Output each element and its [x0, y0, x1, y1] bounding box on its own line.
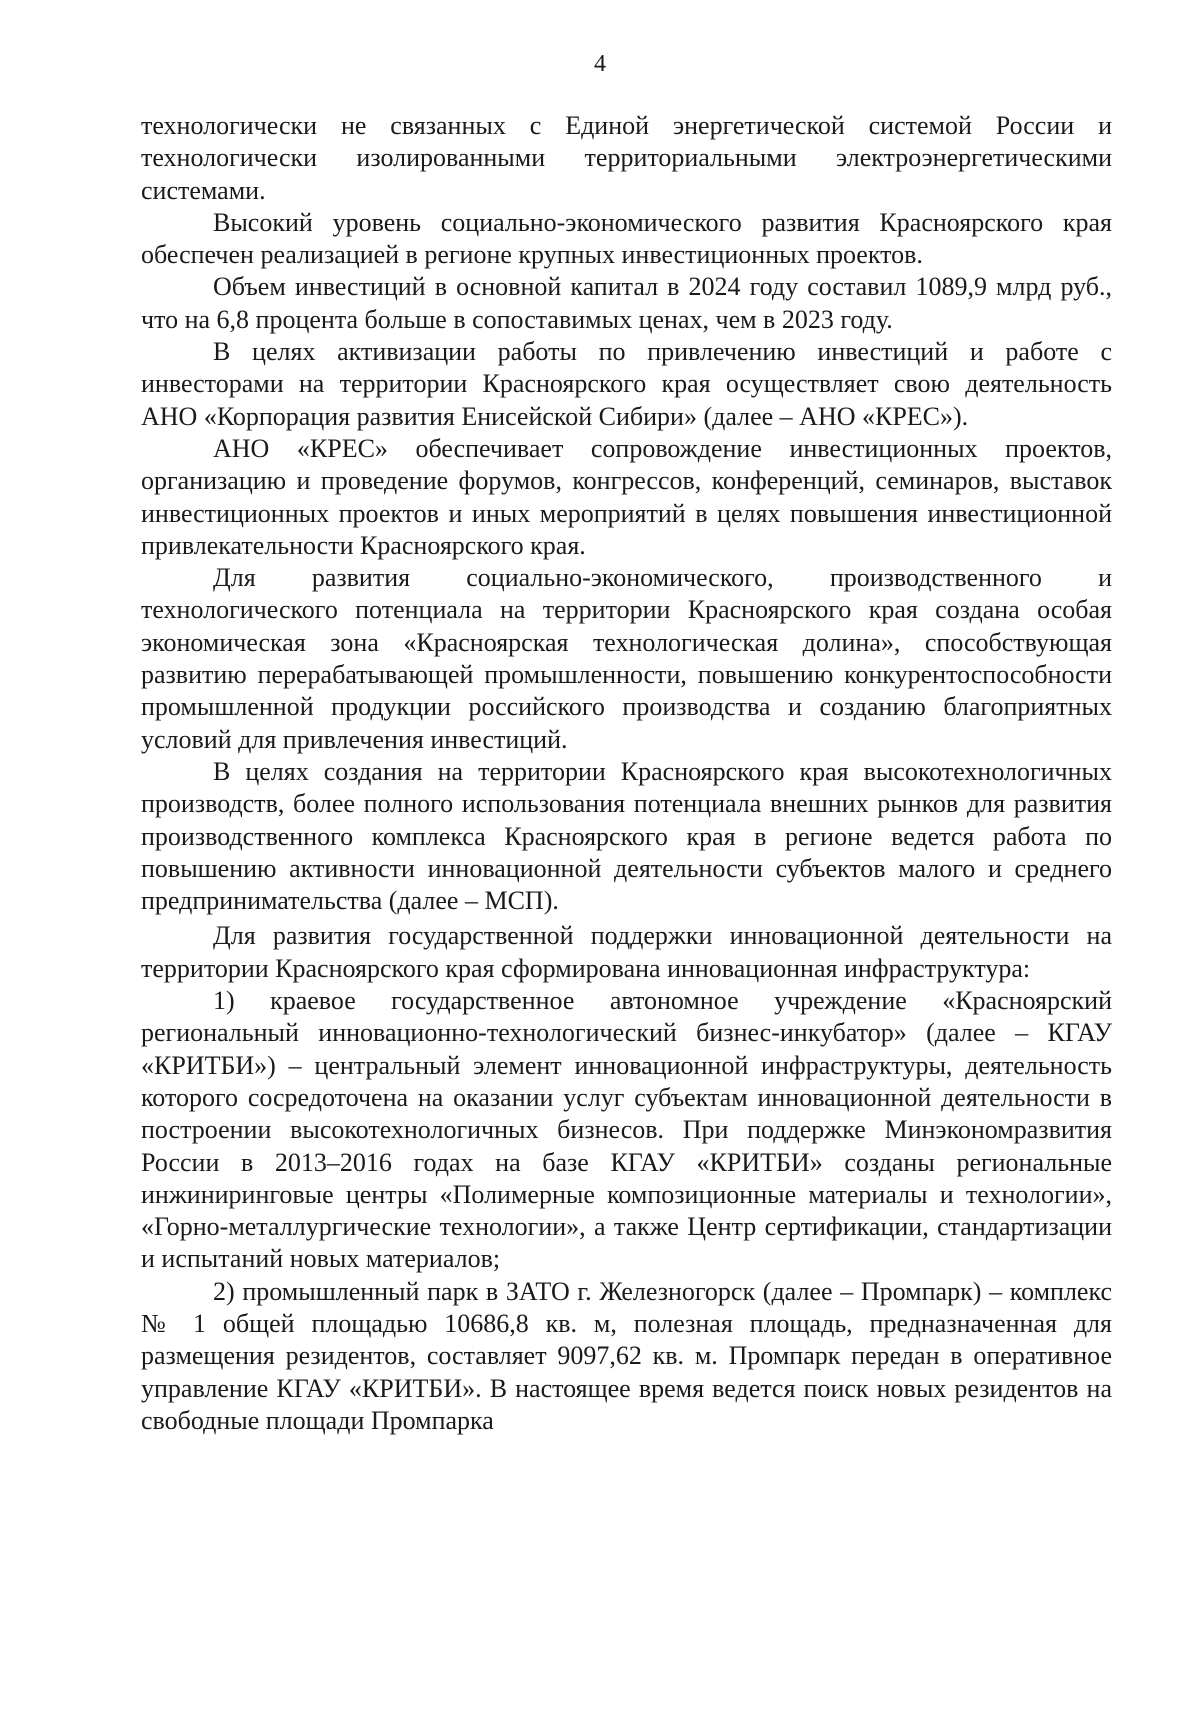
paragraph-development-level: Высокий уровень социально-экономического развития Красноярского края обеспечен реализацией в регионе крупных инвестиционных проектов. — [141, 207, 1112, 270]
paragraph-innovation-msp: В целях создания на территории Красноярского края высокотехнологичных производств, более полного использования потенциала внешних рынков для развития производственного комплекса Красноярского края в регионе ведется работа по повышению активности инновационной деятельности субъектов малого и среднего предпринимательства (далее – МСП). — [141, 756, 1112, 916]
paragraph-kres-support: АНО «КРЕС» обеспечивает сопровождение инвестиционных проектов, организацию и проведение форумов, конгрессов, конференций, семинаров, выставок инвестиционных проектов и иных мероприятий в целях повышения инвестиционной привлекательности Красноярского края. — [141, 433, 1112, 560]
paragraph-investment-volume: Объем инвестиций в основной капитал в 2024 году составил 1089,9 млрд руб., что на 6,8 процента больше в сопоставимых ценах, чем в 2023 году. — [141, 272, 1112, 334]
list-item-kritbi: 1) краевое государственное автономное учреждение «Красноярский региональный инновационно-технологический бизнес-инкубатор» (далее – КГАУ «КРИТБИ») – центральный элемент инновационной инфраструктуры, деятельность которого сосредоточена на оказании услуг субъектам инновационной деятельности в построении высокотехнологичных бизнесов. При поддержке Минэкономразвития России в 2013–2016 годах на базе КГАУ «КРИТБИ» созданы региональные инжиниринговые центры «Полимерные композиционные материалы и технологии», «Горно-металлургические технологии», а также Центр сертификации, стандартизации и испытаний новых материалов; — [141, 986, 1112, 1274]
document-body — [141, 110, 1112, 1437]
paragraph-innovation-infrastructure: Для развития государственной поддержки инновационной деятельности на территории Красноярского края сформирована инновационная инфраструктура: — [141, 921, 1112, 983]
paragraph-economic-zone: Для развития социально-экономического, производственного и технологического потенциала на территории Красноярского края создана особая экономическая зона «Красноярская технологическая долина», способствующая развитию перерабатывающей промышленности, повышению конкурентоспособности промышленной продукции российского производства и созданию благоприятных условий для привлечения инвестиций. — [141, 563, 1112, 754]
paragraph-continuation: технологически не связанных с Единой энергетической системой России и технологически изолированными территориальными электроэнергетическими системами. — [141, 111, 1112, 205]
page-number: 4 — [594, 51, 606, 77]
paragraph-kres-activity: В целях активизации работы по привлечению инвестиций и работе с инвесторами на территории Красноярского края осуществляет свою деятельность АНО «Корпорация развития Енисейской Сибири» (далее – АНО «КРЕС»). — [141, 337, 1112, 431]
list-item-prompark: 2) промышленный парк в ЗАТО г. Железногорск (далее – Промпарк) – комплекс № 1 общей площадью 10686,8 кв. м, полезная площадь, предназначенная для размещения резидентов, составляет 9097,62 кв. м. Промпарк передан в оперативное управление КГАУ «КРИТБИ». В настоящее время ведется поиск новых резидентов на свободные площади Промпарка — [141, 1276, 1112, 1435]
